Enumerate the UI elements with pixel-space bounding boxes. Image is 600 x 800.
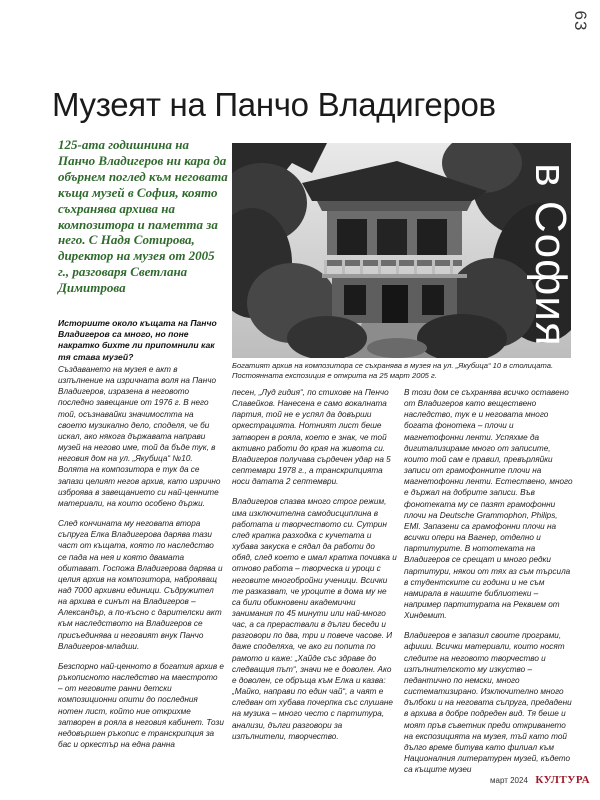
- paragraph: Владигеров е запазил своите програми, афиши. Всички материали, които носят следите на неговото творчество и изпълнителското му изкуство – педантично по немски, много систематизирано. Изключително много дълбоки и на неговата съпруга, предадени в архива в добре подреден вид. Тя беше и моят пръв съветник преди откриването на експозицията на музея, тъй като той дълго време битува като филиал към Националния литературен музей, където са къщите музеи: [404, 631, 572, 775]
- paragraph: Създаването на музея е акт в изпълнение на изричната воля на Панчо Владигеров, изразена в неговото последно завещание от 1976 г. В него той, осъзнавайки значимостта на своето музикално дело, споделя, че би искал, ако някога държавата направи музей на негово име, той да бъде тук, в неговия дом на ул. „Якубица“ №10. Волята на композитора е тук да се запази целият негов архив, като изрично изброява в завещанието си най-ценните материали, на които особено държи.: [58, 365, 221, 508]
- text-column-2: [232, 387, 397, 751]
- magazine-logo: КУЛТУРА: [535, 774, 591, 786]
- page-footer: [490, 770, 590, 788]
- page-number: 63: [571, 10, 590, 32]
- interview-question: Историите около къщата на Панчо Владигеров са много, но поне накратко бихте ли припомнили как тя става музей?: [58, 318, 217, 362]
- paragraph: Безспорно най-ценното в богатия архив е ръкописното наследство на маестрото – от неговите ранни детски композиционни опити до последния нотен лист, който ние открихме затворен в рояла в неговия кабинет. Този недовършен ръкопис е транскрипция за бас и оркестър на една ранна: [58, 661, 224, 749]
- paragraph: След кончината му неговата втора съпруга Елка Владигерова дарява тази част от къщата, която по наследство се пада на нея и която двамата обитават. Госпожа Владигерова дарява и целия архив на композитора, наброяващ над 7000 архивни единици. Съдружител на архива е синът на Владигеров – Александър, а по-късно с дарителски акт към наследството на Владигеров се присъединява и неговият внук Панчо Владигеров-младши.: [58, 519, 223, 651]
- text-column-1: [58, 364, 224, 759]
- article-lead: 125-ата годишнина на Панчо Владигеров ни кара да обърнем поглед към неговата къща музей в София, която съхранява архива на композитора и паметта за него. С Надя Сотирова, директор на музея от 2005 г., разговаря Светлана Димитрова: [58, 137, 228, 296]
- issue-date: март 2024: [490, 776, 528, 785]
- photo-caption: Богатият архив на композитора се съхранява в музея на ул. „Якубица“ 10 в столицата. Постоянната експозиция е открита на 25 март 2005 г.: [232, 361, 554, 380]
- page-title: Музеят на Панчо Владигеров: [52, 86, 496, 123]
- paragraph: Владигеров спазва много строг режим, има изключителна самодисциплина в работата и творчеството си. Сутрин след кратка разходка с кучетата и хубава закуска е сядал да работи до обяд, след което е имал кратка почивка и отново работа – творческа и уроци с неговите многобройни ученици. Всички те разказват, че уроците в дома му не са били обикновени академични занимания по 45 минути или най-много час, а са прераствали в дълги беседи и разговори по два, три и повече часове. И даже споделяха, че ако ги попита по рамото и каже: „Хайде със здраве до следващия път“, значи не е доволен. Ако е доволен, се обръща към Елка и казва: „Майко, направи по един чай“, а чаят е следван от хубава почерпка със слушане на музика – много често с партитура, анализи, дълги разговори за изпълнители, творчество.: [232, 497, 397, 741]
- text-column-3: [404, 387, 575, 784]
- house-photo: [232, 143, 571, 358]
- vertical-title: в София: [526, 163, 575, 347]
- paragraph: В този дом се съхранява всичко оставено от Владигеров като веществено наследство, тук е и неговата много богата фонотека – плочи и магнетофонни ленти. Успяхме да дигитализираме много от записите, които той сам е правил, превърляйки записи от грамофонните плочи на магнетофонни ленти. Естествено, много е държал на добрите записи. Във фонотеката му се пазят грамофонни плочи на Deutsche Grammophon, Philips, EMI. Запазени са грамофонни плочи на всички опери на Вагнер, отделно и партитурите. В нототеката на Владигеров се срещат и много редки партитури, някои от тях аз съм търсила в студентските си години и не съм намирала в нашите библиотеки – например партитурата на Реквием от Хиндемит.: [404, 388, 573, 621]
- paragraph: песен, „Луд гидия“, по стихове на Пенчо Славейков. Нанесена е само вокалната партия, той не е успял да довърши оркестрацията. Нотният лист беше затворен в рояла, което е знак, че той активно работи до края на живота си. Владигеров получава сърдечен удар на 5 септември 1978 г., а транскрипцията носи датата 2 септември.: [232, 388, 391, 487]
